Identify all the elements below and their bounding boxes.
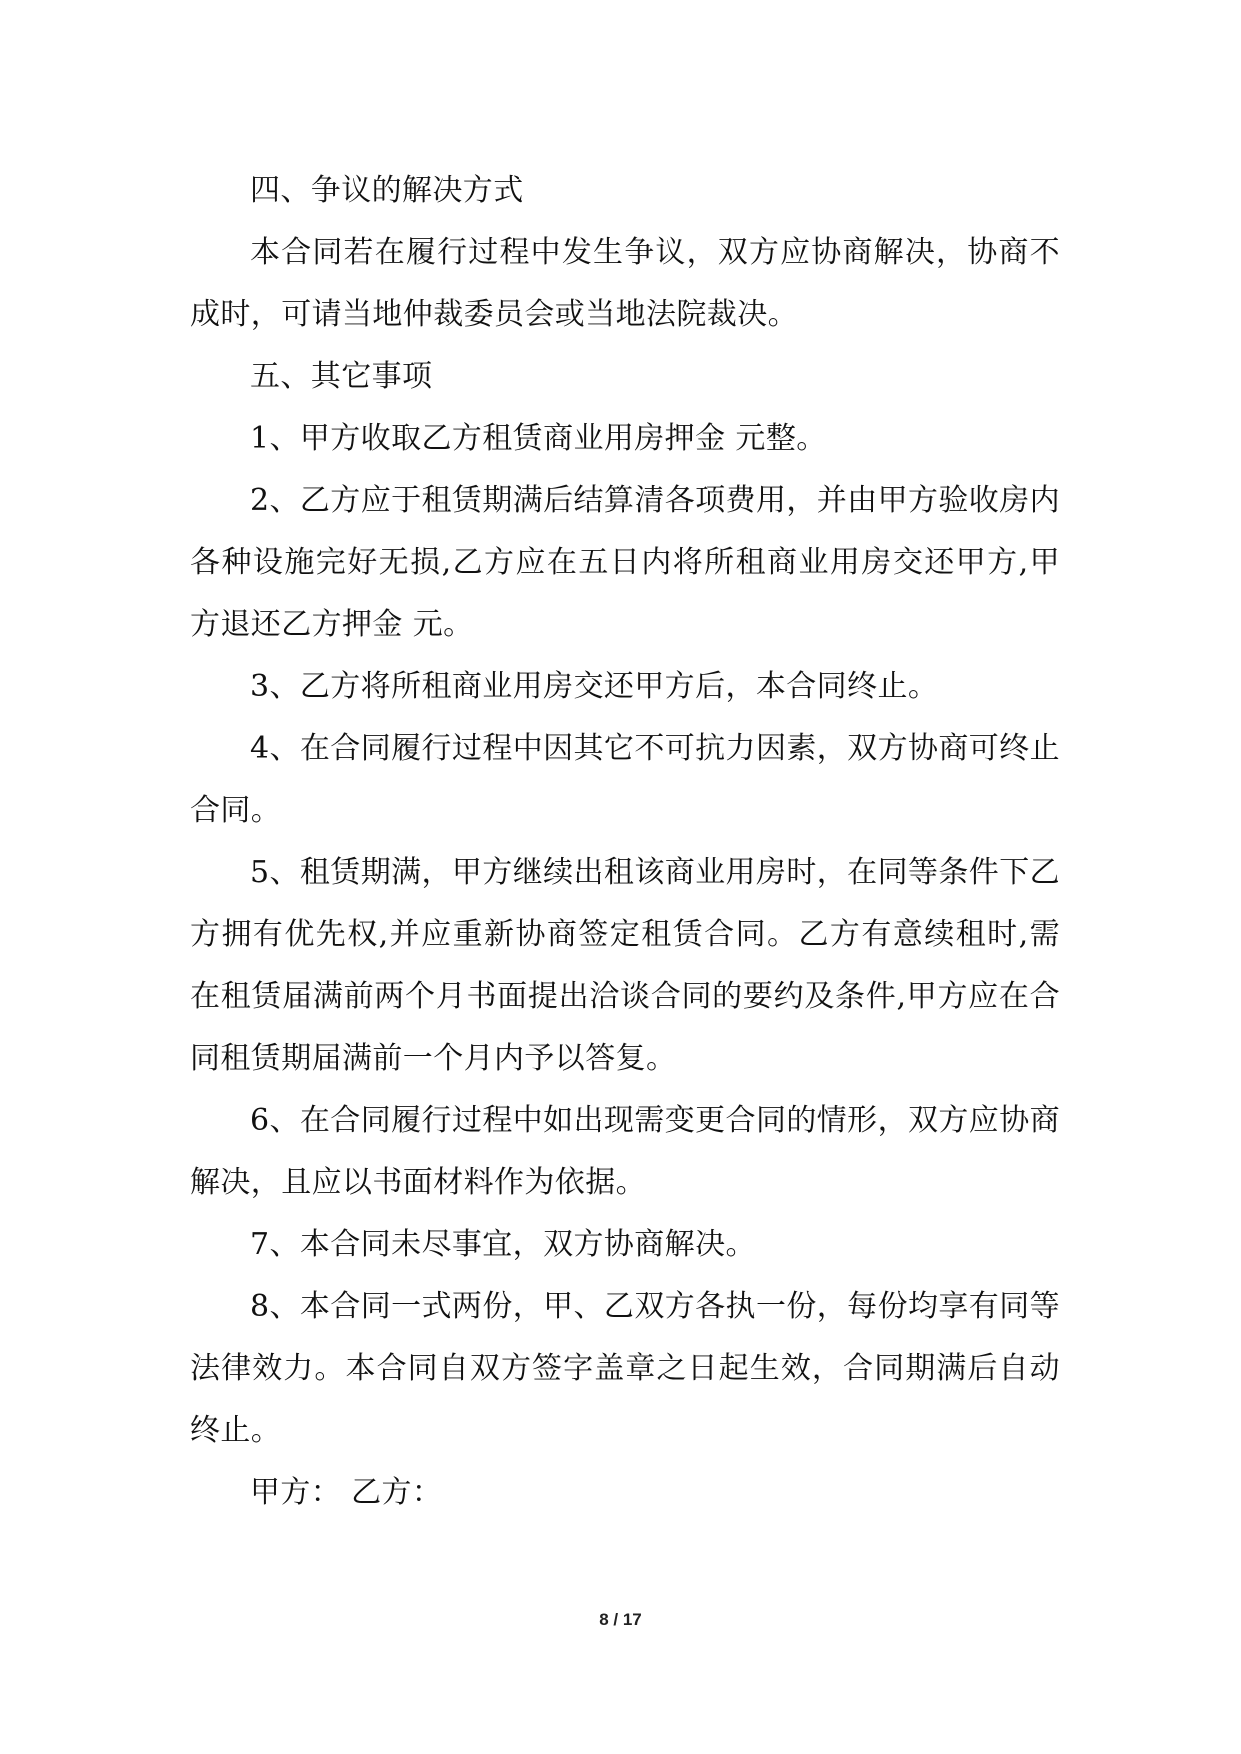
section-heading-other-matters: 五、其它事项 xyxy=(250,359,433,394)
clause-8: 8、本合同一式两份，甲、乙双方各执一份，每份均享有同等法律效力。本合同自双方签字盖章之日起生效，合同期满后自动终止。 xyxy=(190,1289,1060,1448)
page-number: 8 / 17 xyxy=(599,1610,642,1629)
document-body xyxy=(190,160,1060,1524)
clause-5: 5、租赁期满，甲方继续出租该商业用房时，在同等条件下乙方拥有优先权,并应重新协商签定租赁合同。乙方有意续租时,需在租赁届满前两个月书面提出洽谈合同的要约及条件,甲方应在合同租赁期届满前一个月内予以答复。 xyxy=(190,855,1060,1076)
signature-line: 甲方： 乙方： xyxy=(250,1475,443,1510)
section-heading-dispute: 四、争议的解决方式 xyxy=(250,173,524,208)
clause-4: 4、在合同履行过程中因其它不可抗力因素，双方协商可终止合同。 xyxy=(190,731,1060,828)
paragraph-dispute-resolution: 本合同若在履行过程中发生争议，双方应协商解决，协商不成时，可请当地仲裁委员会或当地法院裁决。 xyxy=(190,235,1060,332)
clause-3: 3、乙方将所租商业用房交还甲方后，本合同终止。 xyxy=(250,669,939,704)
clause-6: 6、在合同履行过程中如出现需变更合同的情形，双方应协商解决，且应以书面材料作为依据。 xyxy=(190,1103,1060,1200)
clause-2: 2、乙方应于租赁期满后结算清各项费用，并由甲方验收房内各种设施完好无损,乙方应在五日内将所租商业用房交还甲方,甲方退还乙方押金 元。 xyxy=(190,483,1060,642)
clause-7: 7、本合同未尽事宜，双方协商解决。 xyxy=(250,1227,756,1262)
clause-1: 1、甲方收取乙方租赁商业用房押金 元整。 xyxy=(250,421,827,456)
